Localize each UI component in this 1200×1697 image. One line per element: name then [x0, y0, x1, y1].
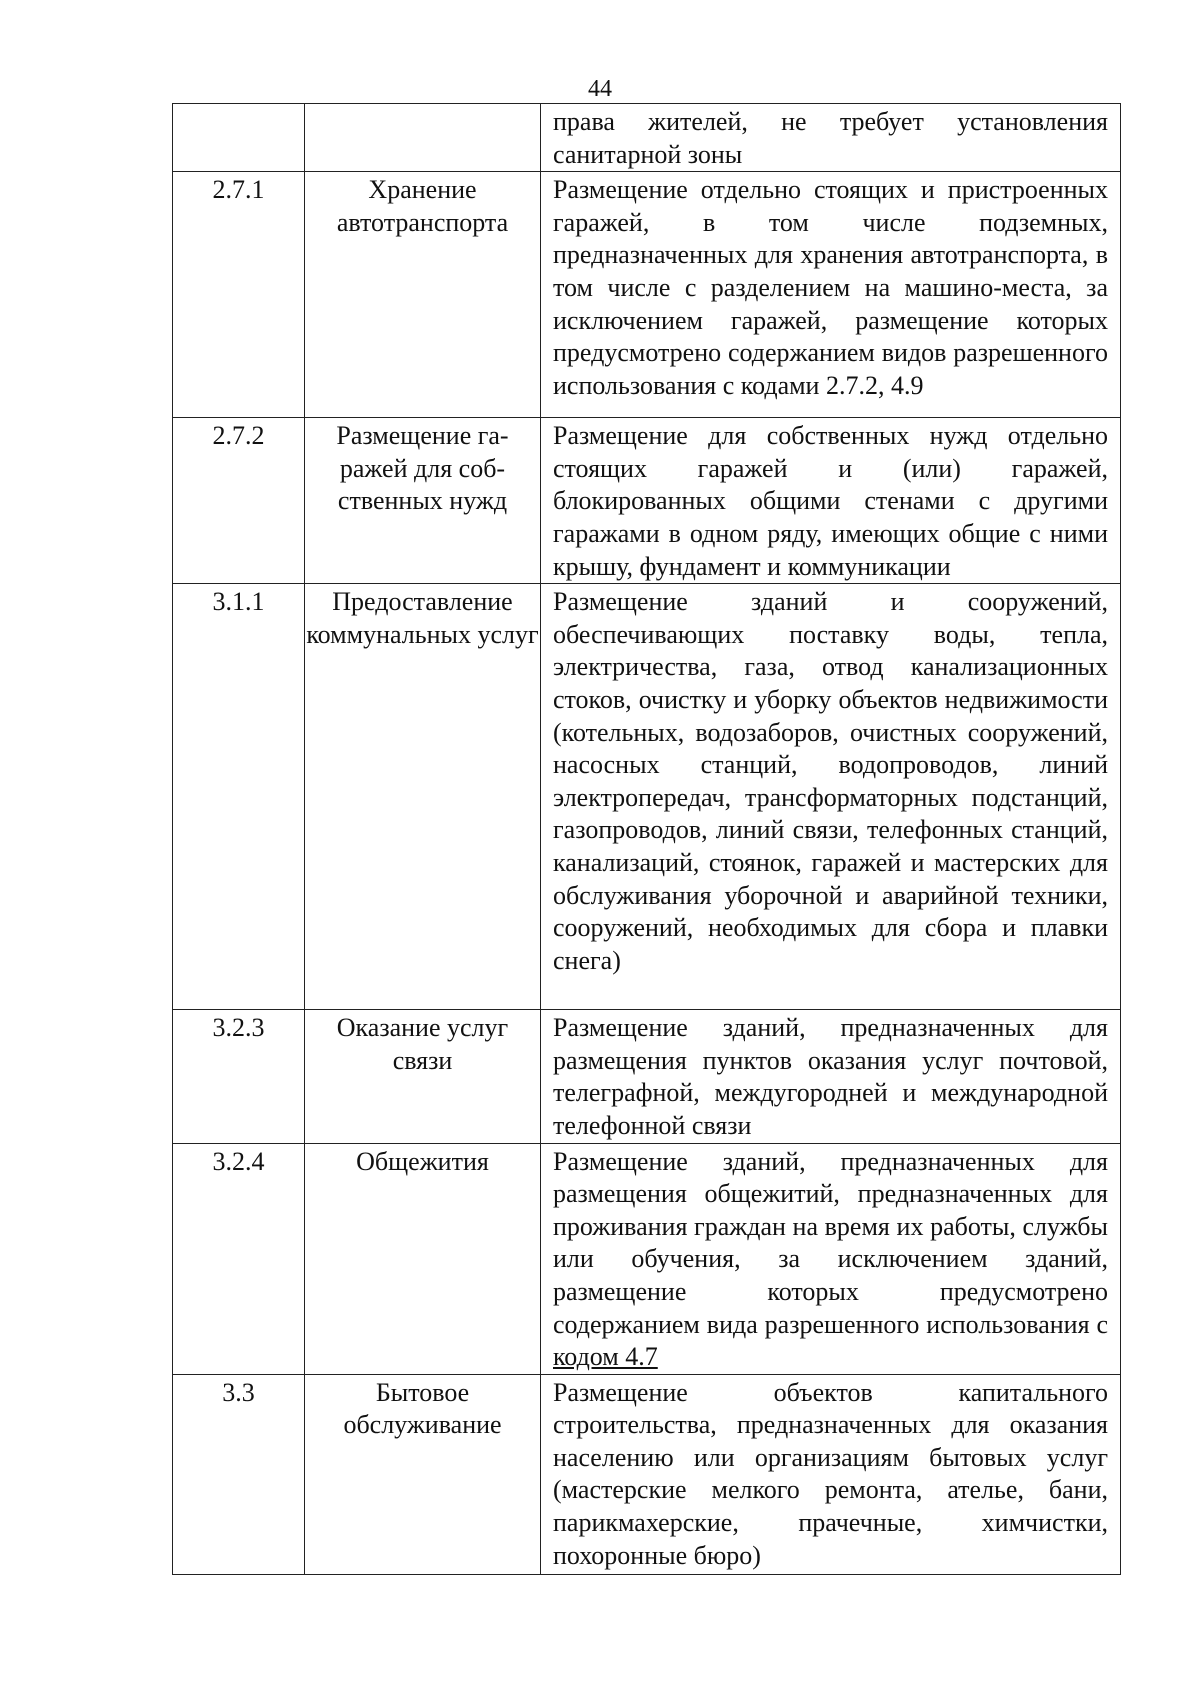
table-row	[173, 1374, 1121, 1574]
row-name: Оказание услуг связи	[305, 1010, 541, 1143]
page-number: 44	[588, 76, 612, 102]
row-code: 2.7.2	[173, 418, 305, 584]
row-description: Размещение зданий и сооружений, обеспечивающих поставку воды, тепла, электричества, газа, отвод канализационных стоков, очистку и уборку объектов недвижимости (котельных, водозаборов, очистных сооружений, насосных станций, водопроводов, линий электропередач, трансформаторных подстанций, газопроводов, линий связи, телефонных станций, канализаций, стоянок, гаражей и мастерских для обслуживания уборочной и аварийной техники, сооружений, необходимых для сбора и плавки снега)	[541, 584, 1121, 1010]
row-code: 3.2.3	[173, 1010, 305, 1143]
table-row	[173, 1010, 1121, 1143]
row-name: Размещение га-ражей для соб-ственных нужд	[305, 418, 541, 584]
table-row	[173, 1143, 1121, 1374]
row-code: 3.3	[173, 1374, 305, 1574]
row-name	[305, 104, 541, 172]
table-row	[173, 584, 1121, 1010]
row-name: Предоставление коммунальных услуг	[305, 584, 541, 1010]
row-name: Бытовое обслуживание	[305, 1374, 541, 1574]
code-reference-link[interactable]: кодом 4.7	[553, 1342, 658, 1372]
row-description: права жителей, не требует установления санитарной зоны	[541, 104, 1121, 172]
table-row	[173, 418, 1121, 584]
row-name: Хранение автотранспорта	[305, 172, 541, 418]
row-description-text: Размещение зданий, предназначенных для размещения общежитий, предназначенных для проживания граждан на время их работы, службы или обучения, за исключением зданий, размещение которых предусмотрено содержанием вида разрешенного использования с	[553, 1146, 1108, 1339]
row-code: 3.2.4	[173, 1143, 305, 1374]
row-code	[173, 104, 305, 172]
table-row	[173, 104, 1121, 172]
row-code: 3.1.1	[173, 584, 305, 1010]
row-code: 2.7.1	[173, 172, 305, 418]
land-use-table	[172, 103, 1121, 1575]
row-description: Размещение объектов капитального строительства, предназначенных для оказания населению или организациям бытовых услуг (мастерские мелкого ремонта, ателье, бани, парикмахерские, прачечные, химчистки, похоронные бюро)	[541, 1374, 1121, 1574]
row-description: Размещение зданий, предназначенных для размещения пунктов оказания услуг почтовой, телеграфной, междугородней и международной телефонной связи	[541, 1010, 1121, 1143]
row-name: Общежития	[305, 1143, 541, 1374]
row-description	[541, 1143, 1121, 1374]
table-row	[173, 172, 1121, 418]
row-description: Размещение для собственных нужд отдельно стоящих гаражей и (или) гаражей, блокированных общими стенами с другими гаражами в одном ряду, имеющих общие с ними крышу, фундамент и коммуникации	[541, 418, 1121, 584]
row-description: Размещение отдельно стоящих и пристроенных гаражей, в том числе подземных, предназначенных для хранения автотранспорта, в том числе с разделением на машино-места, за исключением гаражей, размещение которых предусмотрено содержанием видов разрешенного использования с кодами 2.7.2, 4.9	[541, 172, 1121, 418]
